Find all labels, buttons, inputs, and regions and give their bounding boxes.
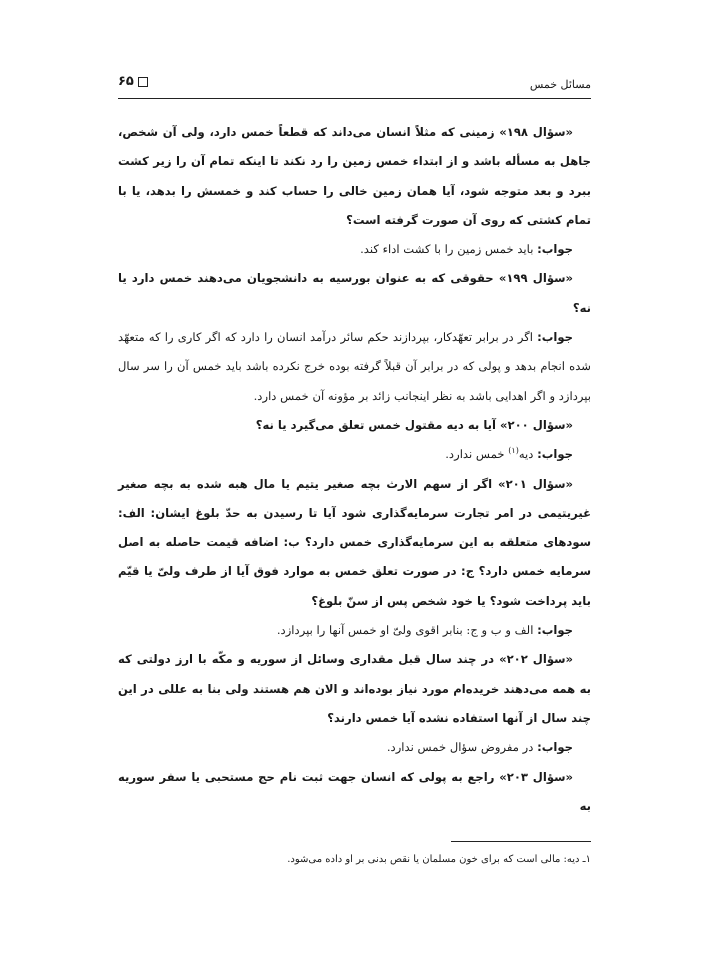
square-ornament-icon — [138, 77, 148, 87]
page-number: ۶۵ — [118, 74, 134, 89]
answer-200 — [118, 440, 591, 469]
answer-199 — [118, 323, 591, 411]
running-title: مسائل خمس — [529, 78, 591, 91]
answer-201 — [118, 616, 591, 645]
answer-label: جواب: — [537, 330, 574, 345]
answer-text: در مفروض سؤال خمس ندارد. — [386, 740, 534, 755]
page-body — [118, 118, 591, 821]
answer-text: الف و ب و ج: بنابر اقوی ولیّ او خمس آنها را بپردازد. — [276, 623, 534, 638]
page-header — [118, 72, 591, 98]
question-201: «سؤال ۲۰۱» اگر از سهم الارث بچه صغیر یتیم یا مال هبه شده به بچه صغیر غیریتیمی در امر تجارت سرمایه‌گذاری شود آیا تا رسیدن به حدّ بلوغ ایشان: الف: سودهای متعلقه به این سرمایه‌گذاری خمس دارد؟ ب: اضافه قیمت حاصله به اصل سرمایه خمس دارد؟ ج: در صورت تعلق خمس به موارد فوق آیا از طرف ولیّ یا قیّم باید پرداخت شود؟ یا خود شخص پس از سنّ بلوغ؟ — [118, 476, 591, 608]
header-divider — [118, 98, 591, 99]
question-203: «سؤال ۲۰۳» راجع به پولی که انسان جهت ثبت نام حج مستحبی یا سفر سوریه به — [118, 769, 591, 813]
answer-text: اگر در برابر تعهّدکار، بپردازند حکم سائر درآمد انسان را دارد که اگر کاری را که متعهّد شده انجام بدهد و پولی که در برابر آن قبلاً گرفته بوده خرج نکرده باشد باید خمس آن را سر سال بپردازد و اگر اهدایی باشد به نظر اینجانب زائد بر مؤونه آن خمس دارد. — [118, 330, 591, 403]
answer-202 — [118, 733, 591, 762]
footnote-divider — [451, 841, 591, 842]
footnote: ۱ـ دیه: مالی است که برای خون مسلمان یا نقص بدنی بر او داده می‌شود. — [287, 854, 591, 865]
page-number-group — [118, 74, 148, 89]
footnote-reference: (۱) — [508, 446, 519, 456]
question-198: «سؤال ۱۹۸» زمینی که مثلاً انسان می‌داند که قطعاً خمس دارد، ولی آن شخص، جاهل به مسأله باشد و از ابتداء خمس زمین را رد نکند تا اینکه تمام آن را زیر کشت ببرد و بعد متوجه شود، آیا همان زمین خالی را حساب کند و خمسش را بدهد، یا با تمام کشتی که روی آن صورت گرفته است؟ — [118, 125, 591, 227]
answer-198 — [118, 235, 591, 264]
answer-text: خمس ندارد. — [445, 447, 505, 462]
answer-label: جواب: — [537, 242, 573, 257]
answer-label: جواب: — [537, 623, 573, 638]
answer-text: باید خمس زمین را با کشت اداء کند. — [360, 242, 534, 257]
answer-text: دیه — [518, 447, 534, 462]
question-202: «سؤال ۲۰۲» در چند سال قبل مقداری وسائل از سوریه و مکّه با ارز دولتی که به همه می‌دهند خریده‌ام مورد نیاز بوده‌اند و الان هم هستند ولی بنا به عللی در این چند سال از آنها استفاده نشده آیا خمس دارند؟ — [118, 652, 591, 725]
question-199: «سؤال ۱۹۹» حقوقی که به عنوان بورسیه به دانشجویان می‌دهند خمس دارد یا نه؟ — [118, 271, 591, 315]
answer-label: جواب: — [537, 447, 573, 462]
question-200: «سؤال ۲۰۰» آیا به دیه مقتول خمس تعلق می‌گیرد یا نه؟ — [255, 417, 573, 432]
answer-label: جواب: — [537, 740, 573, 755]
